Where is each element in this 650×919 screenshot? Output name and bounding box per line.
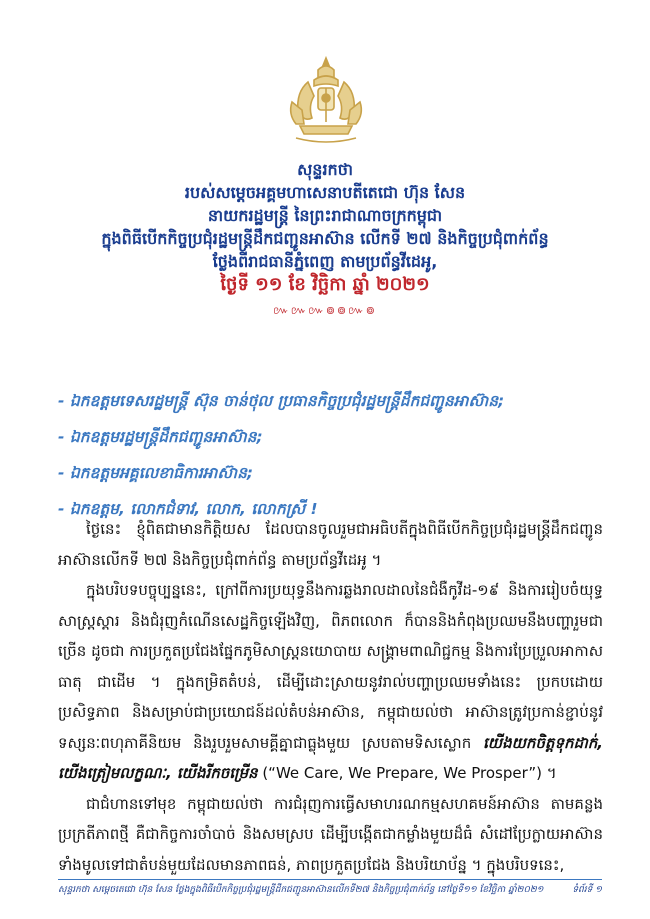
slogan-khmer: យើងយកចិត្តទុកដាក់, យើងត្រៀមលក្ខណៈ, យើងរីកចម្រើន bbox=[58, 733, 603, 782]
venue-line: ថ្លែងពីរាជធានីភ្នំពេញ តាមប្រព័ន្ធវីដេអូ, bbox=[212, 252, 438, 271]
slogan-english: (“We Care, We Prepare, We Prosper”) ។ bbox=[257, 764, 557, 782]
greeting-item: - ឯកឧត្តមអគ្គលេខាធិការអាស៊ាន; bbox=[58, 464, 254, 482]
speech-header bbox=[40, 158, 610, 322]
royal-coat-of-arms-icon bbox=[278, 52, 374, 148]
speaker-position: នាយករដ្ឋមន្ត្រី នៃព្រះរាជាណាចក្រកម្ពុជា bbox=[207, 206, 443, 225]
event-line: ក្នុងពិធីបើកកិច្ចប្រជុំរដ្ឋមន្ត្រីដឹកជញ្ជូនអាស៊ាន លើកទី ២៧ និងកិច្ចប្រជុំពាក់ព័ន្ធ bbox=[101, 229, 549, 248]
paragraph-2-text: ក្នុងបរិបទបច្ចុប្បន្ននេះ, ក្រៅពីការប្រយុទ្ធនឹងការឆ្លងរាលដាលនៃជំងឺកូវីដ-១៩ និងការរៀបចំយុទ្ធសាស្ត្រស្ដារ និងជំរុញកំណើនសេដ្ឋកិច្ចឡើងវិញ, ពិភពលោក ក៏បាននិងកំពុងប្រឈមនឹងបញ្ហារួមជាច្រើន ដូចជា ការប្រកួតប្រជែងផ្នែកភូមិសាស្ត្រនយោបាយ សង្គ្រាមពាណិជ្ជកម្ម និងការប្រែប្រួលអាកាសធាតុ ជាដើម ។ ក្នុងកម្រិតតំបន់, ដើម្បីដោះស្រាយនូវរាល់បញ្ហាប្រឈមទាំងនេះ ប្រកបដោយប្រសិទ្ធភាព និងសម្រាប់ជាប្រយោជន៍ដល់តំបន់អាស៊ាន, កម្ពុជាយល់ថា អាស៊ានត្រូវប្រកាន់ខ្ជាប់នូវទស្សនៈពហុភាគីនិយម និងរួបរួមសាមគ្គីគ្នាជាធ្លុងមួយ ស្របតាមទិសស្លោក bbox=[58, 581, 603, 752]
footer-divider bbox=[58, 879, 602, 880]
speech-title: សុន្ទរកថា bbox=[297, 160, 353, 179]
body-paragraph-3: ជាជំហានទៅមុខ កម្ពុជាយល់ថា ការជំរុញការធ្វើសមាហរណកម្មសហគមន៍អាស៊ាន តាមគន្លងប្រក្រតីភាពថ្មី គឺជាកិច្ចការចាំបាច់ និងសមស្រប ដើម្បីបង្កើតជាកម្លាំងមួយដ៏ធំ សំដៅប្រែក្លាយអាស៊ានទាំងមូលទៅជាតំបន់មួយដែលមានភាពធន់, ភាពប្រកួតប្រជែង និងបរិយាប័ន្ន ។ ក្នុងបរិបទនេះ, bbox=[58, 794, 603, 874]
body-paragraph-1: ថ្ងៃនេះ ខ្ញុំពិតជាមានកិត្តិយស ដែលបានចូលរួមជាអធិបតីក្នុងពិធីបើកកិច្ចប្រជុំរដ្ឋមន្ត្រីដឹកជញ្ជូនអាស៊ានលើកទី ២៧ និងកិច្ចប្រជុំពាក់ព័ន្ធ តាមប្រព័ន្ធវីដេអូ ។ bbox=[58, 520, 603, 569]
greeting-item: - ឯកឧត្តម, លោកជំទាវ, លោក, លោកស្រី ! bbox=[58, 500, 318, 518]
ornament-divider: ៚៚៚៙៙៚៙ bbox=[273, 304, 377, 317]
speech-body bbox=[58, 514, 603, 880]
page-number: ទំព័រទី ១ bbox=[572, 885, 602, 895]
greeting-item: - ឯកឧត្តមទេសរដ្ឋមន្ត្រី ស៊ុន ចាន់ថុល ប្រធានកិច្ចប្រជុំរដ្ឋមន្ត្រីដឹកជញ្ជូនអាស៊ាន; bbox=[58, 392, 505, 410]
footer-caption: សុន្ទរកថា សម្ដេចតេជោ ហ៊ុន សែន ថ្លែងក្នុងពិធីបើកកិច្ចប្រជុំរដ្ឋមន្ត្រីដឹកជញ្ជូនអាស៊ានលើកទី២៧ និងកិច្ចប្រជុំពាក់ព័ន្ធ នៅថ្ងៃទី១១ ខែវិច្ឆិកា ឆ្នាំ២០២១ bbox=[58, 885, 544, 895]
speech-date: ថ្ងៃទី ១១ ខែ វិច្ឆិកា ឆ្នាំ ២០២១ bbox=[220, 274, 430, 295]
speaker-line: របស់សម្ដេចអគ្គមហាសេនាបតីតេជោ ហ៊ុន សែន bbox=[184, 183, 466, 202]
body-paragraph-2 bbox=[58, 575, 603, 789]
greeting-list bbox=[58, 383, 618, 527]
greeting-item: - ឯកឧត្តមរដ្ឋមន្ត្រីដឹកជញ្ជូនអាស៊ាន; bbox=[58, 428, 263, 446]
page-footer bbox=[58, 884, 602, 897]
